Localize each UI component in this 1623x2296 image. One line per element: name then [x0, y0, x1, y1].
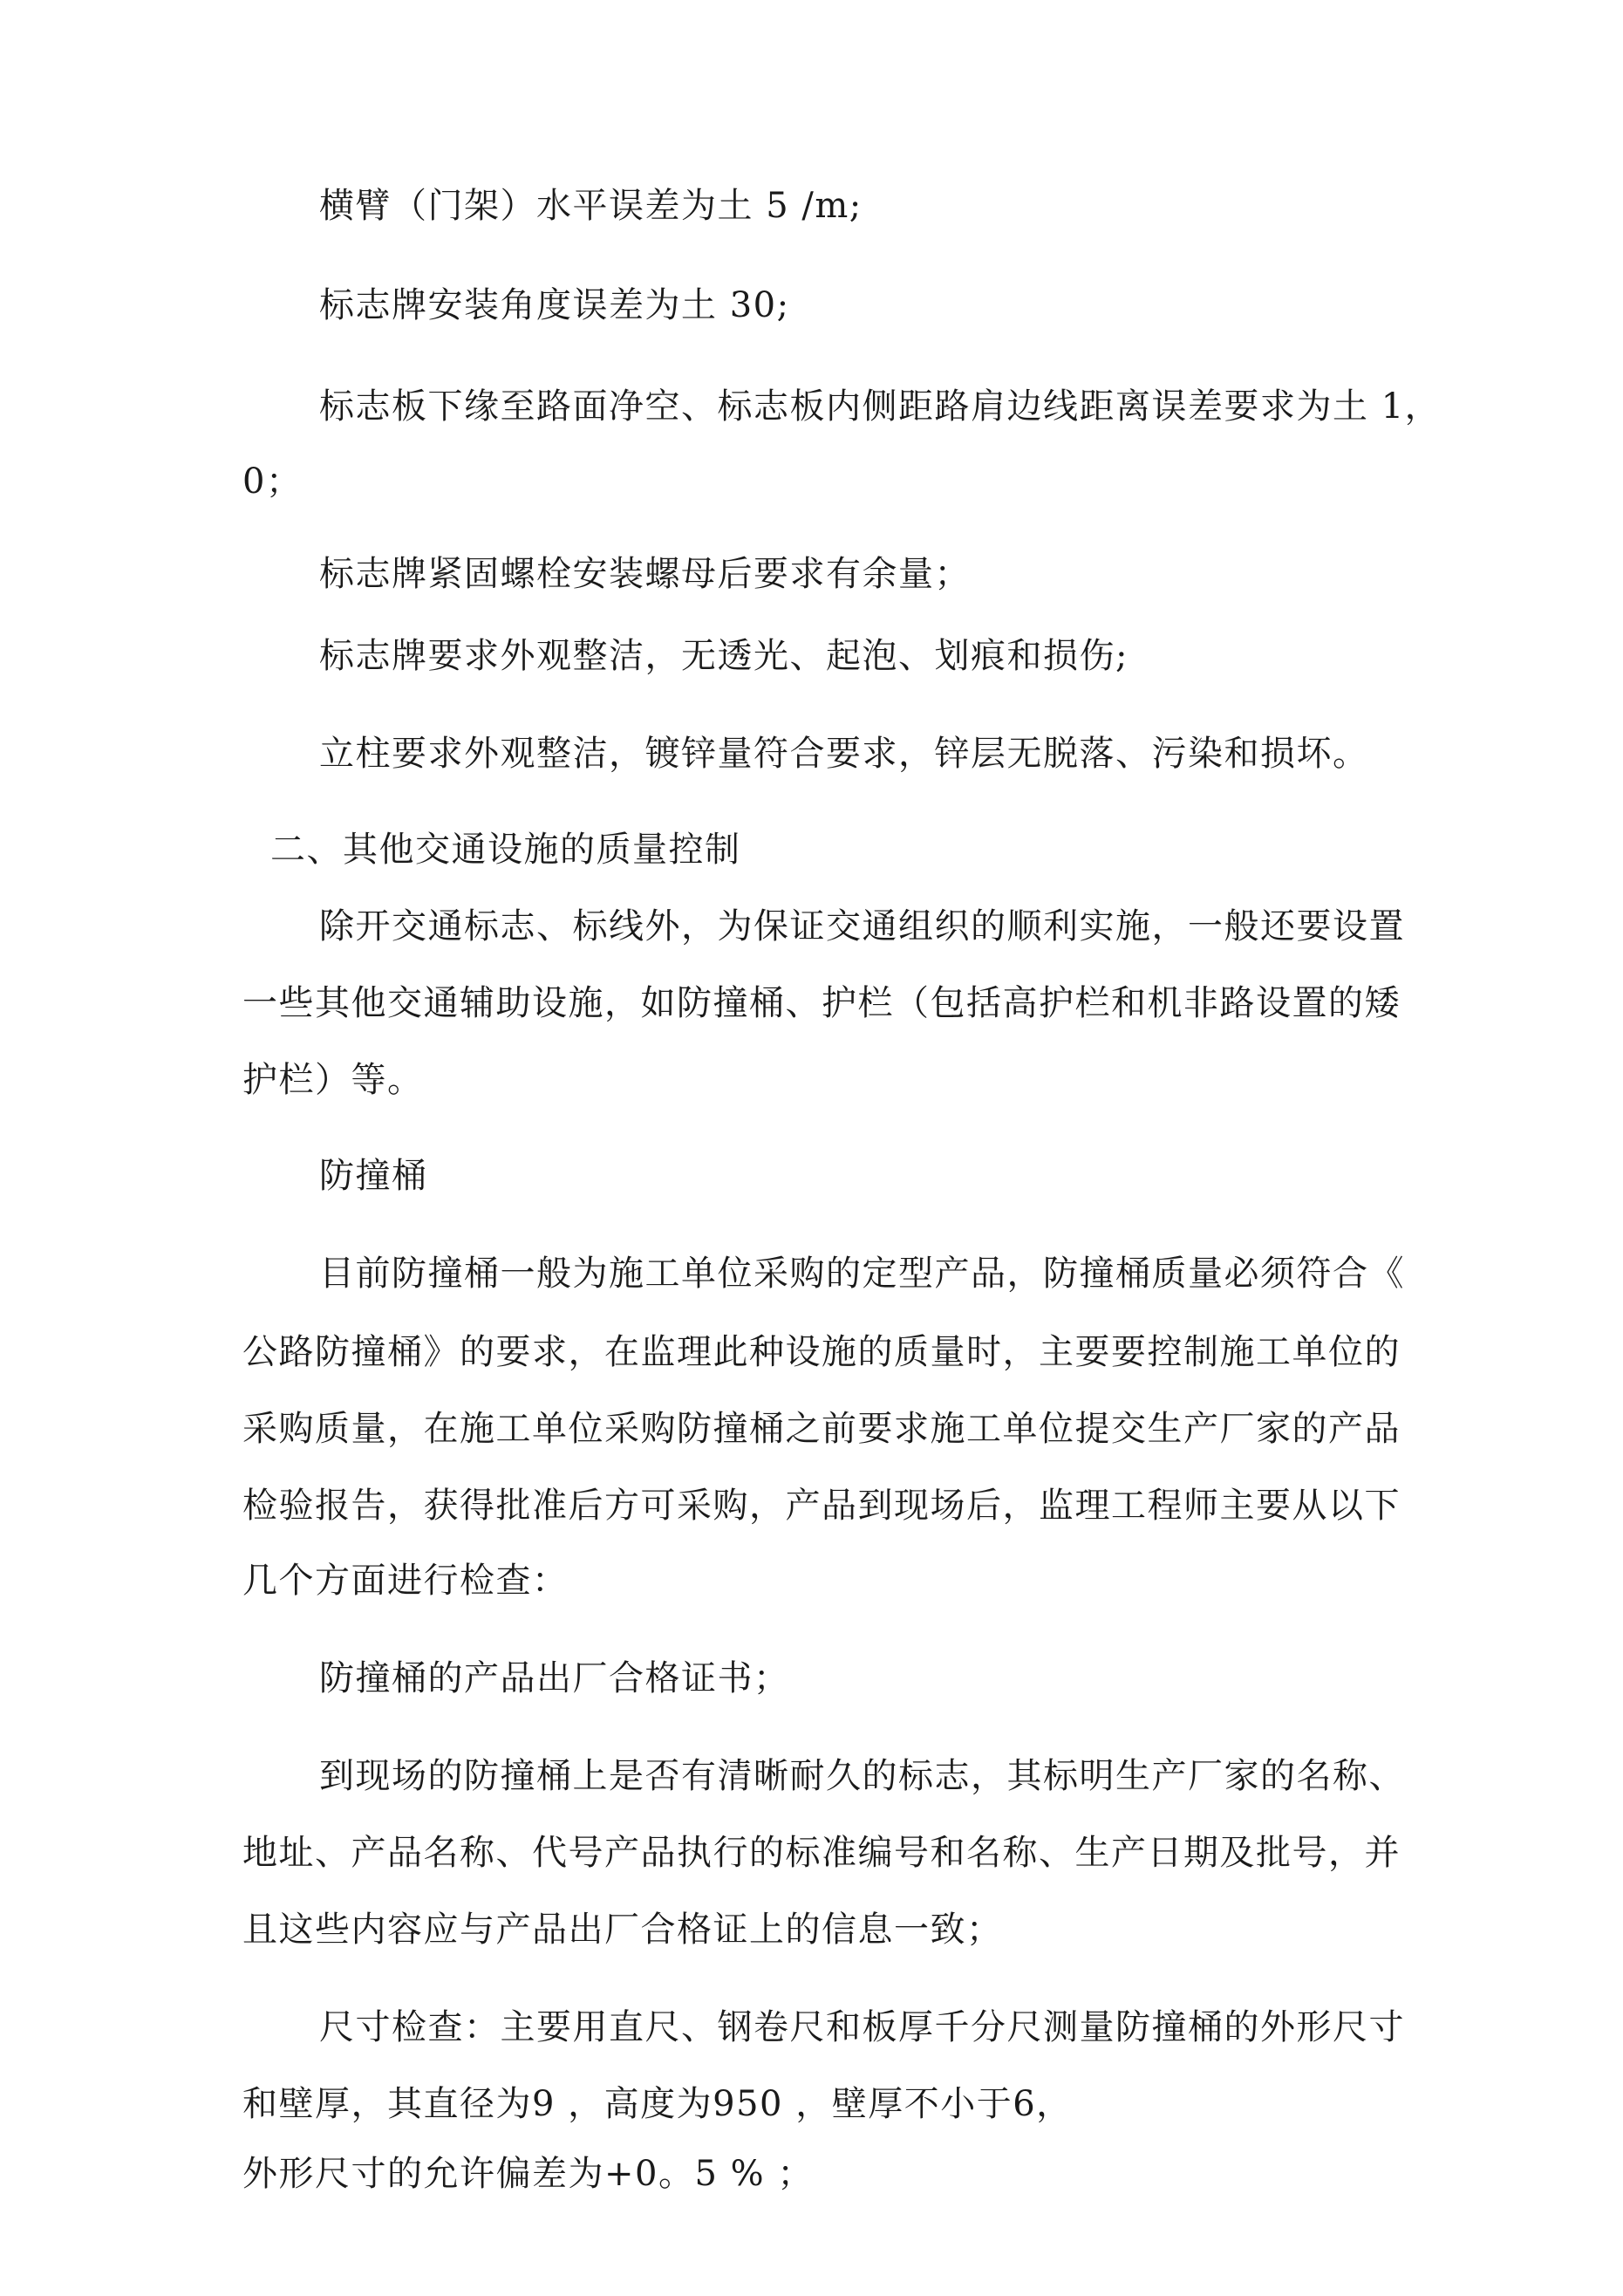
text-line: 检验报告，获得批准后方可采购，产品到现场后，监理工程师主要从以下: [242, 1486, 1401, 1526]
text-line: 横臂（门架）水平误差为土 5 /m;: [319, 186, 863, 226]
text-line: 护栏）等。: [242, 1060, 424, 1100]
text-line: 尺寸检查：主要用直尺、钢卷尺和板厚千分尺测量防撞桶的外形尺寸: [319, 2007, 1405, 2047]
section-heading: 二、其他交通设施的质量控制: [270, 830, 741, 870]
text-line: 外形尺寸的允许偏差为+0。5 % ；: [242, 2154, 814, 2194]
text-line: 和壁厚，其直径为9 ，高度为950 ，壁厚不小于6，: [242, 2084, 1073, 2124]
sub-heading: 防撞桶: [319, 1156, 428, 1196]
text-line: 除开交通标志、标线外，为保证交通组织的顺利实施，一般还要设置: [319, 906, 1405, 946]
text-line: 地址、产品名称、代号产品执行的标准编号和名称、生产日期及批号，并: [242, 1833, 1401, 1873]
text-line: 标志牌要求外观整洁，无透光、起泡、划痕和损伤;: [319, 636, 1129, 676]
text-line: 一些其他交通辅助设施，如防撞桶、护栏（包括高护栏和机非路设置的矮: [242, 983, 1401, 1023]
text-line: 立柱要求外观整洁，镀锌量符合要求，锌层无脱落、污染和损坏。: [319, 734, 1369, 774]
text-line: 到现场的防撞桶上是否有清晰耐久的标志，其标明生产厂家的名称、: [319, 1756, 1405, 1796]
text-line: 0；: [242, 461, 303, 502]
text-line: 公路防撞桶》的要求，在监理此种设施的质量时，主要要控制施工单位的: [242, 1332, 1401, 1372]
text-line: 且这些内容应与产品出厂合格证上的信息一致；: [242, 1910, 1003, 1950]
text-line: 目前防撞桶一般为施工单位采购的定型产品，防撞桶质量必须符合《: [319, 1254, 1405, 1294]
text-line: 标志牌紧固螺栓安装螺母后要求有余量；: [319, 554, 971, 594]
text-line: 采购质量，在施工单位采购防撞桶之前要求施工单位提交生产厂家的产品: [242, 1409, 1401, 1449]
text-line: 防撞桶的产品出厂合格证书；: [319, 1658, 790, 1698]
text-line: 标志板下缘至路面净空、标志板内侧距路肩边线距离误差要求为土 1，: [319, 386, 1442, 427]
text-line: 标志牌安装角度误差为土 30;: [319, 285, 790, 325]
text-line: 几个方面进行检查：: [242, 1561, 569, 1601]
